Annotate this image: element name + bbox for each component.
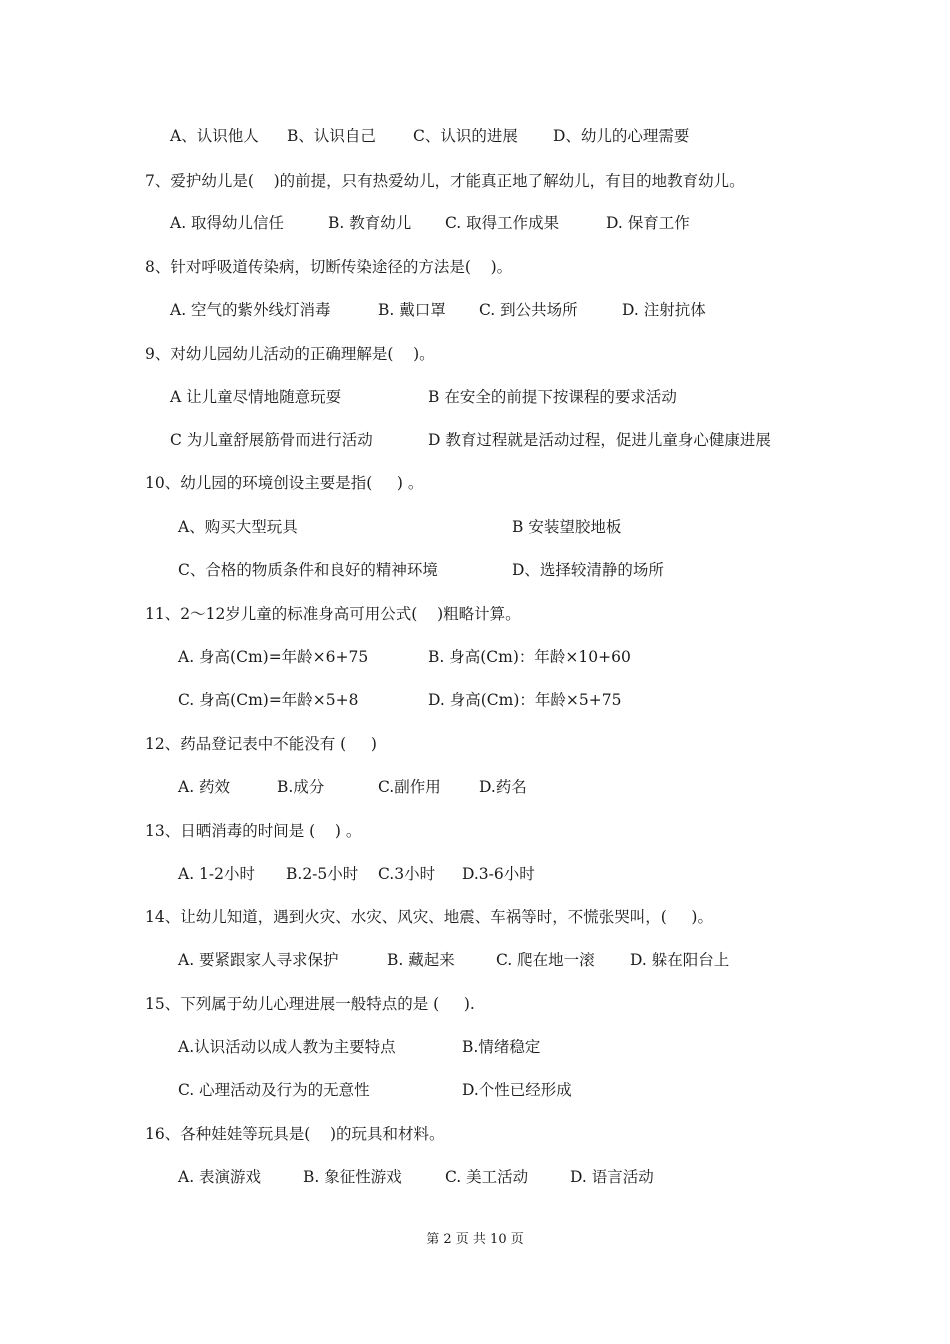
answer-option: A、购买大型玩具 bbox=[178, 518, 298, 536]
answer-option: C.副作用 bbox=[378, 778, 441, 796]
question-text: 10、幼儿园的环境创设主要是指( ) 。 bbox=[145, 474, 424, 492]
answer-option: C. 心理活动及行为的无意性 bbox=[178, 1081, 370, 1099]
answer-option: A. 表演游戏 bbox=[178, 1168, 262, 1186]
page-footer: 第 2 页 共 10 页 bbox=[426, 1232, 524, 1247]
question-text: 7、爱护幼儿是( )的前提，只有热爱幼儿，才能真正地了解幼儿，有目的地教育幼儿。 bbox=[145, 172, 745, 190]
question-text: 16、各种娃娃等玩具是( )的玩具和材料。 bbox=[145, 1125, 445, 1143]
answer-option: D.3-6小时 bbox=[462, 865, 535, 883]
answer-option: D.个性已经形成 bbox=[462, 1081, 572, 1099]
answer-option: B. 藏起来 bbox=[387, 951, 455, 969]
answer-option: D. 躲在阳台上 bbox=[630, 951, 730, 969]
question-text: 14、让幼儿知道，遇到火灾、水灾、风灾、地震、车祸等时，不慌张哭叫，( )。 bbox=[145, 908, 713, 926]
answer-option: A. 空气的紫外线灯消毒 bbox=[170, 301, 331, 319]
answer-option: C. 取得工作成果 bbox=[445, 214, 560, 232]
answer-option: B、认识自己 bbox=[287, 127, 376, 145]
answer-option: A. 取得幼儿信任 bbox=[170, 214, 285, 232]
answer-option: D. 身高(Cm)：年龄×5+75 bbox=[428, 691, 622, 709]
answer-option: B. 教育幼儿 bbox=[328, 214, 412, 232]
answer-option: C 为儿童舒展筋骨而进行活动 bbox=[170, 431, 373, 449]
question-text: 15、下列属于幼儿心理进展一般特点的是 ( ). bbox=[145, 995, 475, 1013]
answer-option: A. 1-2小时 bbox=[178, 865, 256, 883]
answer-option: B. 象征性游戏 bbox=[303, 1168, 402, 1186]
answer-option: A. 身高(Cm)=年龄×6+75 bbox=[178, 648, 369, 666]
answer-option: C.3小时 bbox=[378, 865, 436, 883]
answer-option: A、认识他人 bbox=[170, 127, 259, 145]
answer-option: B 在安全的前提下按课程的要求活动 bbox=[428, 388, 677, 406]
answer-option: B. 戴口罩 bbox=[378, 301, 446, 319]
question-text: 12、药品登记表中不能没有 ( ) bbox=[145, 735, 377, 753]
answer-option: C、合格的物质条件和良好的精神环境 bbox=[178, 561, 438, 579]
answer-option: D、选择较清静的场所 bbox=[512, 561, 664, 579]
answer-option: B.2-5小时 bbox=[286, 865, 359, 883]
answer-option: D. 语言活动 bbox=[570, 1168, 654, 1186]
answer-option: C. 美工活动 bbox=[445, 1168, 529, 1186]
answer-option: A 让儿童尽情地随意玩耍 bbox=[170, 388, 342, 406]
answer-option: D.药名 bbox=[479, 778, 527, 796]
answer-option: B 安装望胶地板 bbox=[512, 518, 622, 536]
answer-option: B. 身高(Cm)：年龄×10+60 bbox=[428, 648, 631, 666]
question-text: 8、针对呼吸道传染病，切断传染途径的方法是( )。 bbox=[145, 258, 513, 276]
question-text: 13、日晒消毒的时间是 ( ) 。 bbox=[145, 822, 362, 840]
answer-option: D、幼儿的心理需要 bbox=[553, 127, 690, 145]
answer-option: D. 保育工作 bbox=[606, 214, 690, 232]
answer-option: B.情绪稳定 bbox=[462, 1038, 541, 1056]
answer-option: C. 身高(Cm)=年龄×5+8 bbox=[178, 691, 359, 709]
answer-option: C. 到公共场所 bbox=[479, 301, 578, 319]
answer-option: D 教育过程就是活动过程，促进儿童身心健康进展 bbox=[428, 431, 771, 449]
answer-option: C. 爬在地一滚 bbox=[496, 951, 595, 969]
answer-option: D. 注射抗体 bbox=[622, 301, 706, 319]
question-text: 11、2～12岁儿童的标准身高可用公式( )粗略计算。 bbox=[145, 605, 521, 623]
answer-option: C、认识的进展 bbox=[413, 127, 518, 145]
question-text: 9、对幼儿园幼儿活动的正确理解是( )。 bbox=[145, 345, 435, 363]
answer-option: A. 药效 bbox=[178, 778, 231, 796]
answer-option: A. 要紧跟家人寻求保护 bbox=[178, 951, 339, 969]
answer-option: A.认识活动以成人教为主要特点 bbox=[178, 1038, 396, 1056]
answer-option: B.成分 bbox=[277, 778, 325, 796]
